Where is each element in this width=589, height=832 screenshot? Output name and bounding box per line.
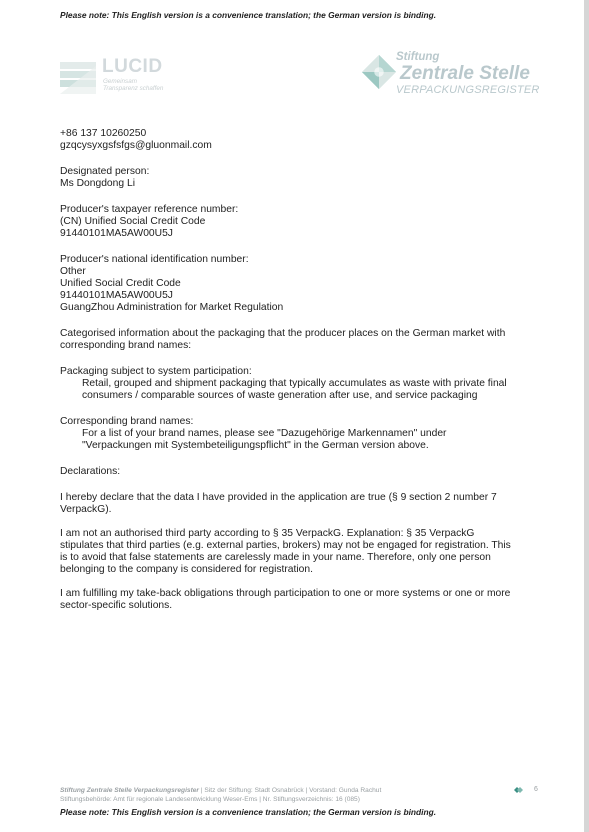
designated-person-label: Designated person: (60, 166, 150, 177)
footer-line-1 (60, 786, 540, 795)
categorised-line: Categorised information about the packaging that the producer places on the German market with (60, 328, 506, 339)
phone-number: +86 137 10260250 (60, 128, 147, 139)
zsvr-logo (358, 50, 548, 100)
taxpayer-block (60, 204, 540, 240)
contact-block (60, 128, 540, 152)
declaration-2 (60, 528, 540, 576)
brand-names-block (60, 416, 540, 452)
footer-diamond-icon (514, 787, 523, 793)
lucid-mark-icon (60, 58, 96, 94)
lucid-wordmark: LUCID (102, 56, 163, 77)
brand-names-line: For a list of your brand names, please see "Dazugehörige Markennamen" under (82, 428, 447, 439)
footer-line-1-rest: | Sitz der Stiftung: Stadt Osnabrück | Vorstand: Gunda Rachut (199, 787, 382, 794)
brand-names-line: "Verpackungen mit Systembeteiligungspflicht" in the German version above. (82, 440, 429, 451)
national-id-line: Unified Social Credit Code (60, 278, 181, 289)
zsvr-line-3: VERPACKUNGSREGISTER (396, 84, 540, 96)
lucid-logo (60, 56, 190, 98)
taxpayer-line: (CN) Unified Social Credit Code (60, 216, 206, 227)
declaration-line: I hereby declare that the data I have provided in the application are true (§ 9 section 2 number 7 (60, 492, 497, 503)
document-body (60, 128, 540, 624)
taxpayer-line: 91440101MA5AW00U5J (60, 228, 173, 239)
national-id-block (60, 254, 540, 314)
zsvr-line-1: Stiftung (396, 51, 440, 63)
declaration-line: belonging to the company is considered for registration. (60, 564, 313, 575)
declaration-line: I am not an authorised third party according to § 35 VerpackG. Explanation: § 35 VerpackG (60, 528, 475, 539)
translation-notice-bottom: Please note: This English version is a convenience translation; the German version is binding. (60, 807, 437, 817)
national-id-line: GuangZhou Administration for Market Regulation (60, 302, 284, 313)
lucid-tagline-1: Gemeinsam (103, 78, 137, 85)
page-edge-shadow (584, 0, 589, 832)
declaration-1 (60, 492, 540, 516)
page-footer (60, 786, 540, 804)
categorised-line: corresponding brand names: (60, 340, 192, 351)
packaging-line: consumers / comparable sources of waste generation after use, and service packaging (82, 390, 478, 401)
designated-person-value: Ms Dongdong Li (60, 178, 135, 189)
zsvr-diamond-icon (360, 52, 398, 92)
declaration-line: sector-specific solutions. (60, 600, 173, 611)
declaration-line: VerpackG). (60, 504, 112, 515)
lucid-tagline-2: Transparenz schaffen (103, 85, 164, 92)
declaration-line: is to avoid that false statements are carelessly made in your name. Therefore, only one person (60, 552, 491, 563)
declarations-label: Declarations: (60, 466, 121, 477)
packaging-block (60, 366, 540, 402)
packaging-label: Packaging subject to system participation: (60, 366, 252, 377)
email-address: gzqcysyxgsfsfgs@gluonmail.com (60, 140, 212, 151)
footer-line-2: Stiftungsbehörde: Amt für regionale Landesentwicklung Weser-Ems | Nr. Stiftungsverzeichnis: 16 (085) (60, 796, 360, 803)
national-id-line: 91440101MA5AW00U5J (60, 290, 173, 301)
taxpayer-label: Producer's taxpayer reference number: (60, 204, 239, 215)
packaging-line: Retail, grouped and shipment packaging that typically accumulates as waste with private final (82, 378, 507, 389)
declaration-line: I am fulfilling my take-back obligations through participation to one or more systems or one or more (60, 588, 511, 599)
declarations-heading-block (60, 466, 540, 478)
footer-org-name: Stiftung Zentrale Stelle Verpackungsregister (60, 787, 199, 794)
designated-person-block (60, 166, 540, 190)
brand-names-label: Corresponding brand names: (60, 416, 194, 427)
page-number: 6 (534, 786, 538, 793)
national-id-label: Producer's national identification number: (60, 254, 249, 265)
zsvr-line-2: Zentrale Stelle (400, 63, 530, 84)
declaration-3 (60, 588, 540, 612)
national-id-line: Other (60, 266, 86, 277)
translation-notice-top: Please note: This English version is a convenience translation; the German version is binding. (60, 10, 437, 20)
declaration-line: stipulates that third parties (e.g. external parties, brokers) may not be engaged for registration. This (60, 540, 511, 551)
categorised-info-block (60, 328, 540, 352)
